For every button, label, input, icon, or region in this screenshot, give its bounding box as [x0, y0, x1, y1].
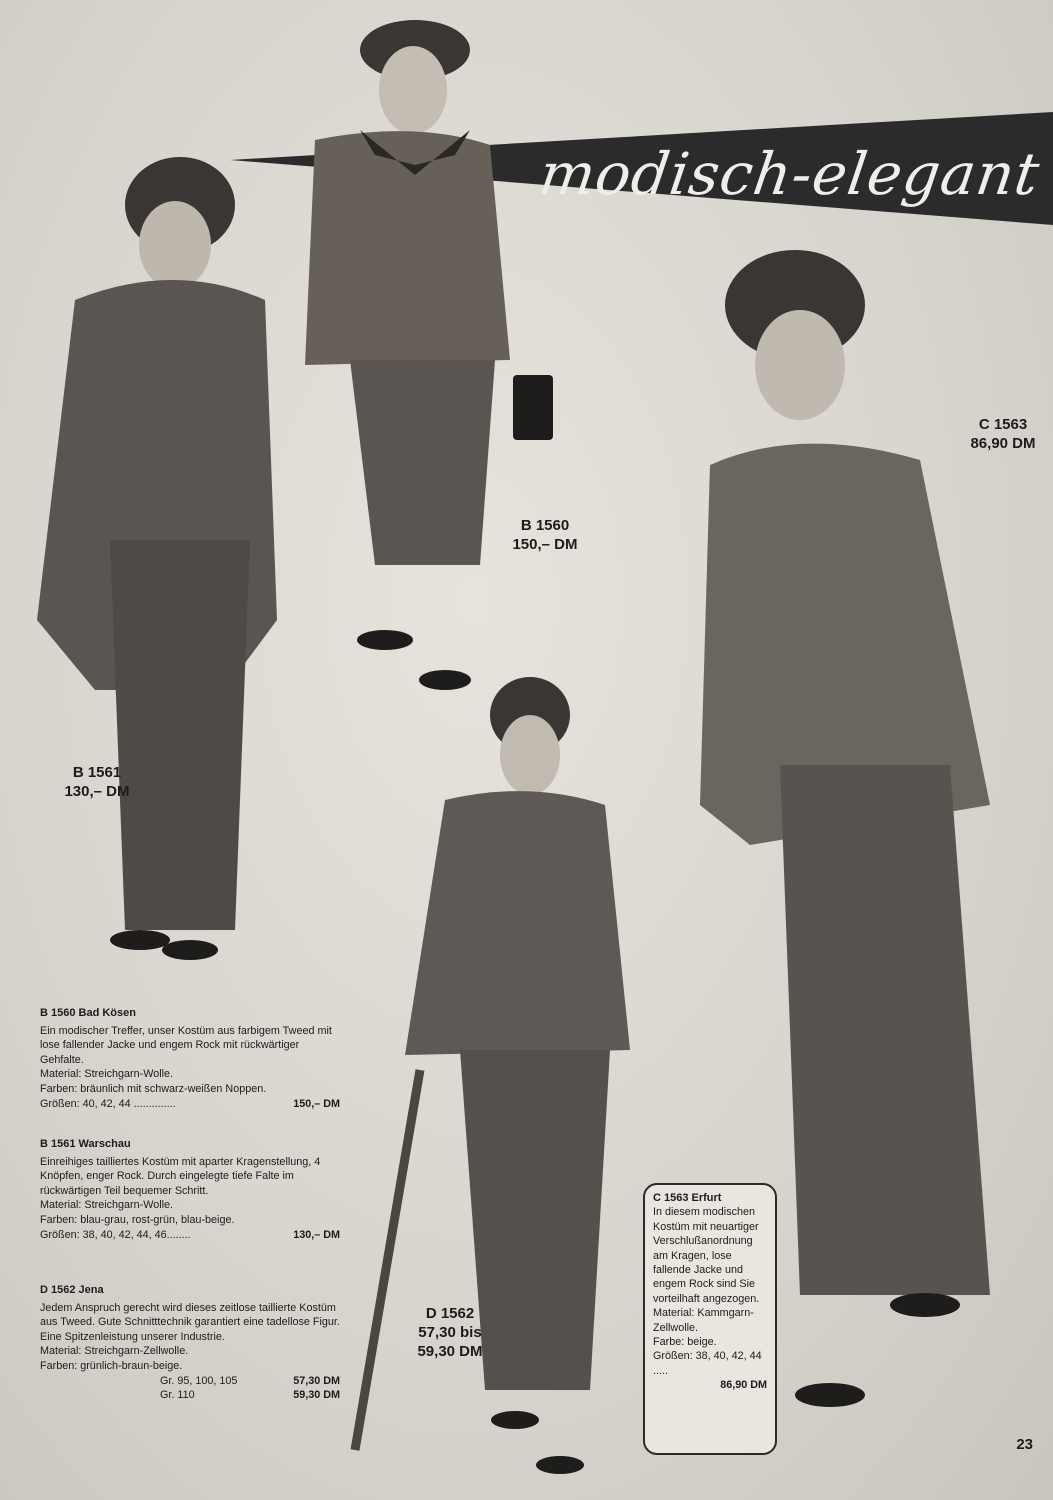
description-title: B 1561 Warschau	[40, 1138, 131, 1150]
price-tag-c1563	[958, 415, 1048, 453]
model-price: 86,90 DM	[970, 435, 1036, 452]
description-sizes: Größen: 38, 40, 42, 44 .....	[653, 1350, 762, 1377]
description-b1561	[40, 1137, 340, 1242]
model-figure-b1560	[245, 15, 595, 715]
model-price-from: 57,30 bis	[418, 1324, 482, 1341]
model-price: 130,– DM	[64, 783, 130, 800]
description-text: In diesem modischen Kostüm mit neuartiger Verschlußanordnung am Kragen, lose fallende Jacke und engem Rock sind Sie vorteilhaft angezogen.	[653, 1206, 760, 1305]
description-price: 150,– DM	[293, 1097, 340, 1110]
description-price: 86,90 DM	[720, 1379, 767, 1392]
description-d1562	[40, 1283, 340, 1403]
model-price: 150,– DM	[512, 536, 578, 553]
description-price: 59,30 DM	[293, 1389, 340, 1402]
model-figure-d1562	[345, 670, 645, 1490]
description-material: Material: Streichgarn-Zellwolle.	[40, 1345, 189, 1358]
description-colors: Farbe: beige.	[653, 1336, 717, 1349]
model-price-to: 59,30 DM	[417, 1343, 483, 1360]
description-text: Einreihiges tailliertes Kostüm mit aparter Kragenstellung, 4 Knöpfen, enger Rock. Durch eingelegte tiefe Falte im rückwärtigen Teil bequemer Schritt.	[40, 1155, 321, 1197]
model-code: D 1562	[425, 1305, 475, 1322]
description-box-c1563	[643, 1183, 777, 1455]
description-sizes-row	[40, 1097, 340, 1112]
description-price: 130,– DM	[293, 1228, 340, 1241]
description-title: D 1562 Jena	[40, 1284, 104, 1296]
description-b1560	[40, 1006, 340, 1111]
description-sizes: Größen: 38, 40, 42, 44, 46........	[40, 1228, 191, 1241]
description-price: 57,30 DM	[293, 1374, 340, 1387]
description-sizes: Größen: 40, 42, 44 ..............	[40, 1097, 176, 1110]
description-title: B 1560 Bad Kösen	[40, 1007, 136, 1019]
description-material: Material: Streichgarn-Wolle.	[40, 1199, 174, 1212]
description-sizes: Gr. 95, 100, 105	[160, 1374, 238, 1387]
price-tag-d1562	[405, 1304, 495, 1361]
page-number: 23	[1016, 1436, 1033, 1453]
model-code: C 1563	[978, 416, 1028, 433]
banner-title: modisch-elegant	[535, 140, 1045, 208]
description-text: Ein modischer Treffer, unser Kostüm aus farbigem Tweed mit lose fallender Jacke und engem Rock mit rückwärtiger Gehfalte.	[40, 1024, 332, 1066]
description-sizes: Gr. 110	[160, 1389, 195, 1402]
description-material: Material: Streichgarn-Wolle.	[40, 1068, 174, 1081]
description-sizes-row	[160, 1374, 340, 1389]
description-colors: Farben: blau-grau, rost-grün, blau-beige.	[40, 1213, 235, 1226]
model-code: B 1561	[72, 764, 122, 781]
model-code: B 1560	[520, 517, 570, 534]
description-text: Jedem Anspruch gerecht wird dieses zeitlose taillierte Kostüm aus Tweed. Gute Schnitttechnik garantiert eine tadellose Figur. Eine Spitzenleistung unserer Industrie.	[40, 1301, 340, 1343]
description-colors: Farben: grünlich-braun-beige.	[40, 1359, 183, 1372]
description-title: C 1563 Erfurt	[653, 1192, 722, 1204]
description-sizes-row	[40, 1228, 340, 1243]
description-colors: Farben: bräunlich mit schwarz-weißen Noppen.	[40, 1082, 267, 1095]
description-material: Material: Kammgarn-Zellwolle.	[653, 1307, 754, 1334]
price-tag-b1560	[500, 516, 590, 554]
description-sizes-row	[160, 1388, 340, 1403]
price-tag-b1561	[52, 763, 142, 801]
